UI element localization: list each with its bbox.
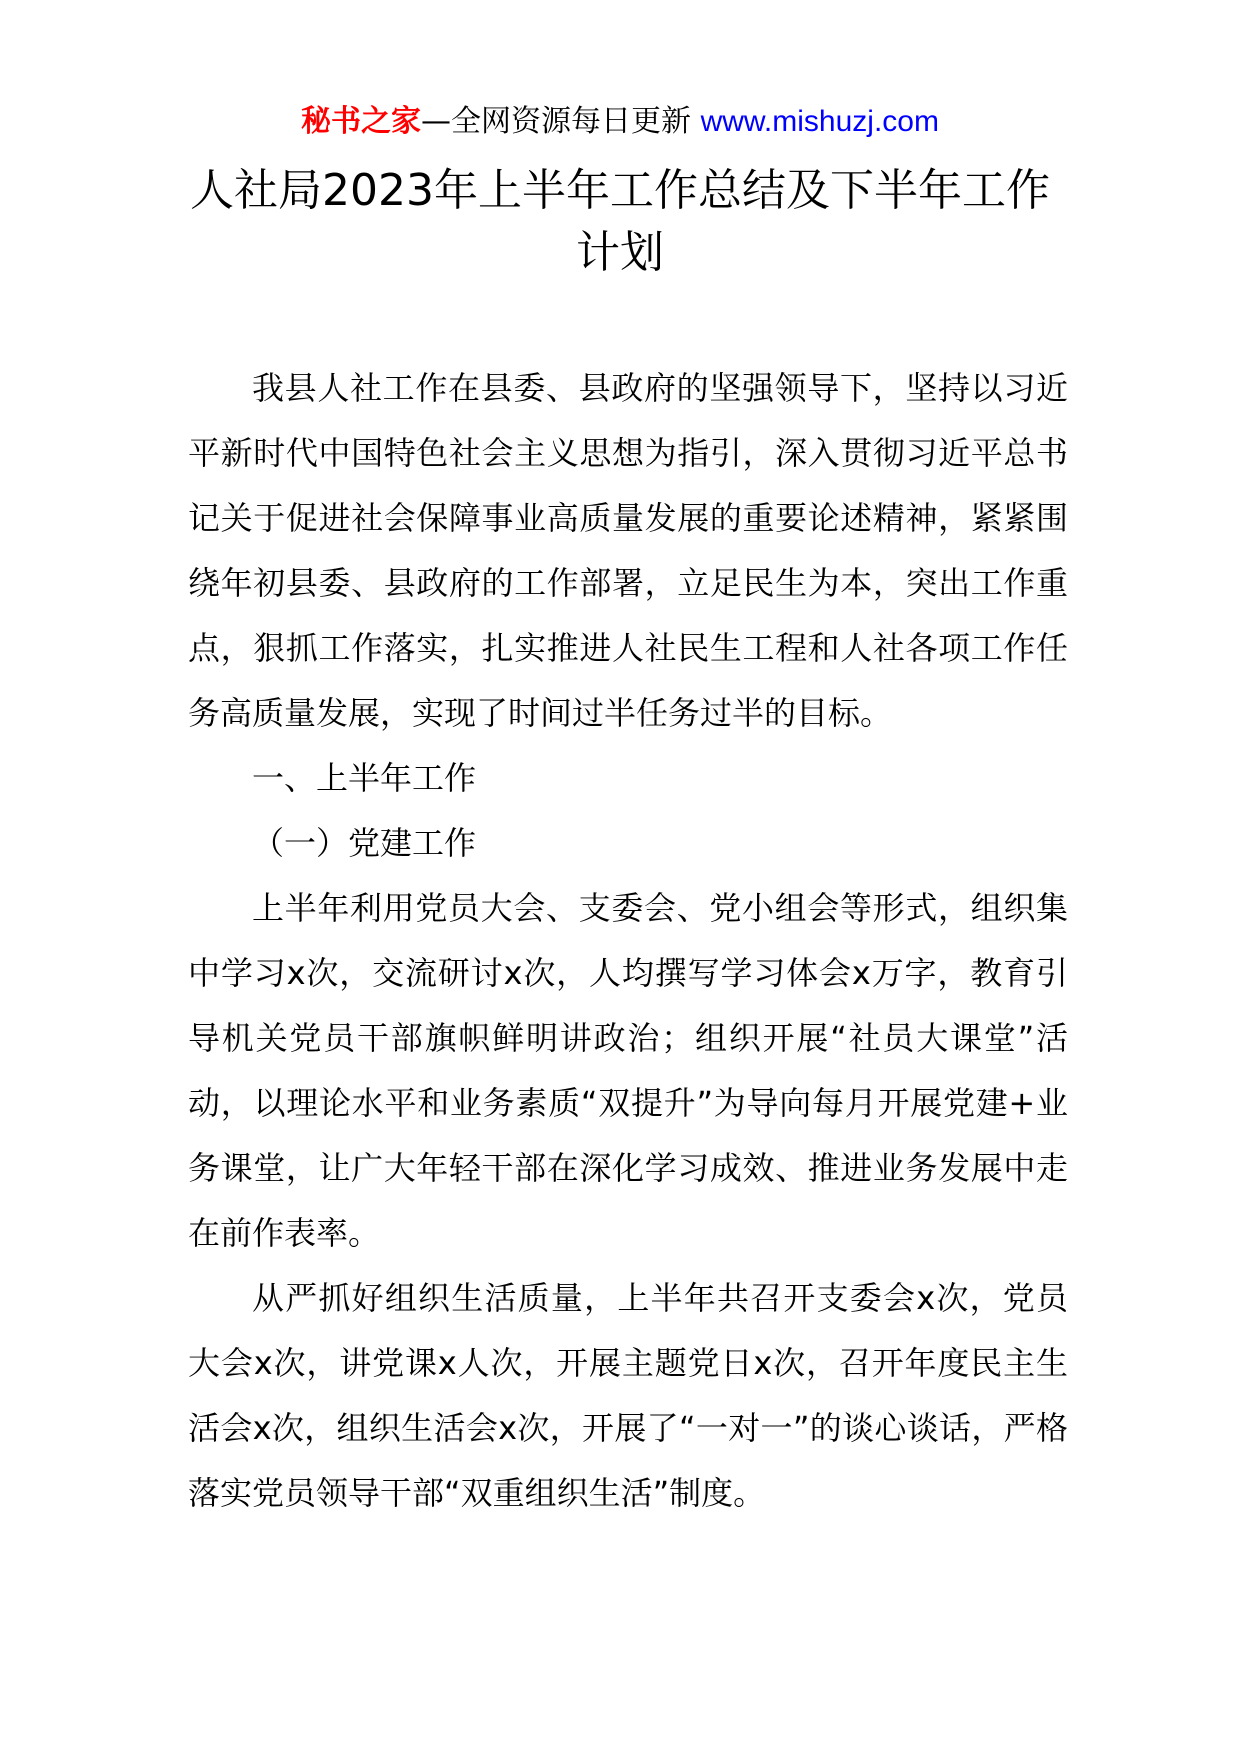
body-paragraph: 从严抓好组织生活质量，上半年共召开支委会x次，党员大会x次，讲党课x人次，开展主题党日x次，召开年度民主生活会x次，组织生活会x次，开展了“一对一”的谈心谈话，严格落实党员领导干部“双重组织生活”制度。 [188,1279,1068,1512]
header-tagline: —全网资源每日更新 [421,104,692,139]
site-url-link[interactable]: www.mishuzj.com [700,105,939,138]
intro-paragraph: 我县人社工作在县委、县政府的坚强领导下，坚持以习近平新时代中国特色社会主义思想为指引，深入贯彻习近平总书记关于促进社会保障事业高质量发展的重要论述精神，紧紧围绕年初县委、县政府的工作部署，立足民生为本，突出工作重点，狠抓工作落实，扎实推进人社民生工程和人社各项工作任务高质量发展，实现了时间过半任务过半的目标。 [188,369,1068,732]
document-body [188,356,1068,1526]
document-title: 人社局2023年上半年工作总结及下半年工作计划 [190,165,1050,278]
section-heading: 一、上半年工作 [252,759,477,797]
brand-name: 秘书之家 [301,104,422,139]
subsection-heading: （一）党建工作 [252,824,477,862]
body-paragraph: 上半年利用党员大会、支委会、党小组会等形式，组织集中学习x次，交流研讨x次，人均撰写学习体会x万字，教育引导机关党员干部旗帜鲜明讲政治；组织开展“社员大课堂”活动，以理论水平和业务素质“双提升”为导向每月开展党建+业务课堂，让广大年轻干部在深化学习成效、推进业务发展中走在前作表率。 [188,889,1068,1252]
site-header [0,100,1240,144]
